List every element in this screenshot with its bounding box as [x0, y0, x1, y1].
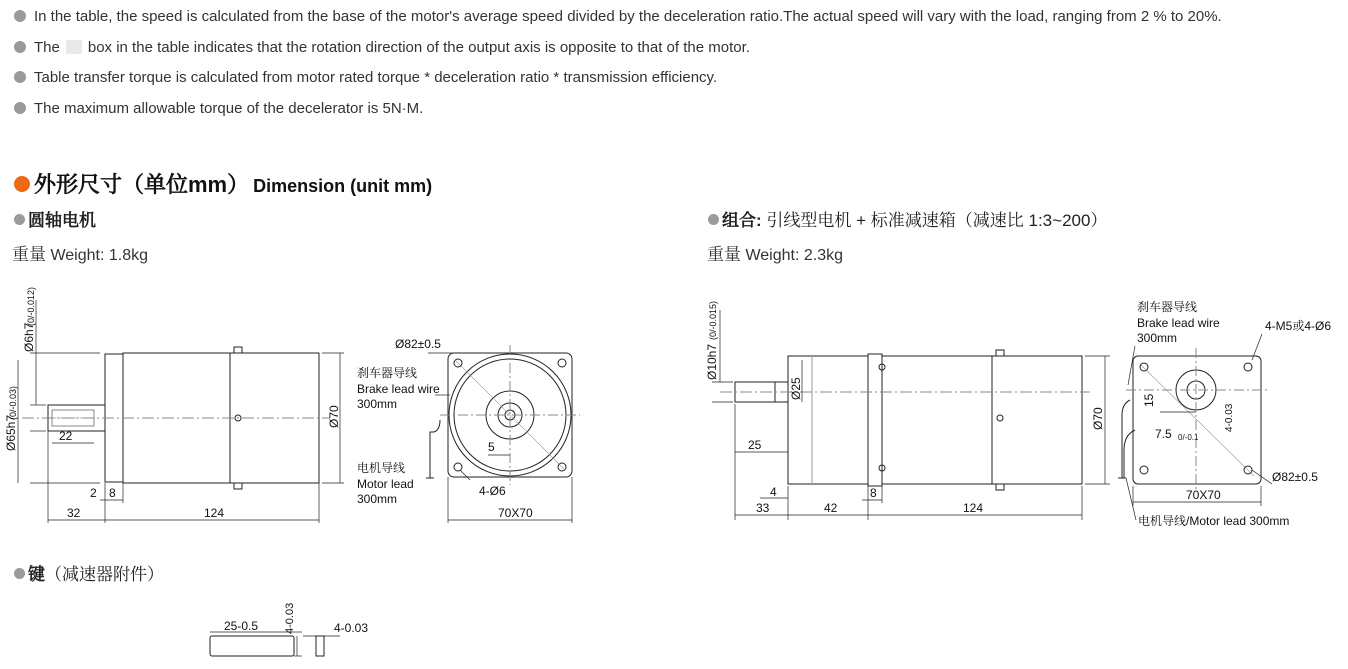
combo-dimension-labels	[705, 299, 1331, 528]
key-height: 4-0.03	[284, 602, 296, 634]
dim-70-dia-2: Ø70	[1091, 407, 1105, 430]
round-shaft-title: 圆轴电机	[14, 206, 96, 231]
dim-shaft-dia-2: Ø10h7	[705, 343, 719, 380]
dim-2: 2	[90, 486, 97, 500]
dim-8-2: 8	[870, 486, 877, 500]
key-width: 4-0.03	[334, 621, 369, 635]
note-torque: Table transfer torque is calculated from motor rated torque * deceleration ratio * transmission efficiency.	[14, 69, 717, 87]
dim-4-tol: 4-0.03	[1224, 403, 1235, 432]
dim-shaft-tol-2: (0/-0.015)	[708, 300, 718, 340]
dim-square: 70X70	[498, 506, 533, 520]
dim-124-2: 124	[963, 501, 984, 515]
key-drawing	[210, 632, 340, 656]
key-dimension-labels	[224, 603, 368, 635]
dim-holes: 4-Ø6	[479, 484, 506, 498]
dim-square-2: 70X70	[1186, 488, 1221, 502]
note-direction: The box in the table indicates that the rotation direction of the output axis is opposite to that of the motor.	[14, 39, 750, 57]
dim-pcd-2: Ø82±0.5	[1272, 470, 1318, 484]
key-title: 键（减速器附件）	[14, 560, 164, 585]
brake-wire-cn: 刹车器导线	[357, 366, 418, 380]
round-shaft-motor-side-view	[18, 300, 344, 523]
motor-lead-label-2: 电机导线/Motor lead 300mm	[1138, 514, 1290, 528]
dim-key-length: 22	[59, 429, 73, 443]
motor-lead-en: Motor lead	[357, 477, 414, 491]
dim-7-5: 7.5	[1155, 427, 1172, 441]
motor-lead-length: 300mm	[357, 492, 398, 506]
key-length: 25-0.5	[224, 619, 259, 633]
brake-wire-length-2: 300mm	[1137, 331, 1178, 345]
dim-33: 33	[756, 501, 770, 515]
dim-124: 124	[204, 506, 225, 520]
combo-title: 组合: 引线型电机 + 标准减速箱（减速比 1:3~200）	[708, 206, 1107, 231]
motor-lead-cn: 电机导线	[357, 461, 406, 475]
dim-70-dia: Ø70	[327, 405, 341, 428]
combo-weight: 重量 Weight: 2.3kg	[707, 245, 843, 264]
round-shaft-weight: 重量 Weight: 1.8kg	[12, 245, 148, 264]
brake-wire-en-2: Brake lead wire	[1137, 316, 1220, 330]
dim-pcd: Ø82±0.5	[395, 337, 441, 351]
dim-15: 15	[1142, 393, 1156, 407]
brake-wire-cn-2: 刹车器导线	[1137, 300, 1198, 314]
dim-body-dia: Ø65h7	[4, 414, 18, 451]
brake-wire-en: Brake lead wire	[357, 382, 440, 396]
dim-4: 4	[770, 485, 777, 499]
dim-shaft-dia: Ø6h7	[22, 322, 36, 352]
dim-25-dia: Ø25	[789, 377, 803, 400]
note-max-torque: The maximum allowable torque of the decelerator is 5N·M.	[14, 100, 423, 118]
dim-32: 32	[67, 506, 81, 520]
dim-7-5-tol: 0/-0.1	[1178, 433, 1199, 442]
dim-shaft-tol: (0/-0.012)	[26, 286, 36, 326]
dim-holes-2: 4-M5或4-Ø6	[1265, 319, 1332, 333]
dim-body-tol: (0/-0.03)	[8, 385, 18, 420]
section-title: 外形尺寸（单位mm） Dimension (unit mm)	[14, 168, 432, 199]
brake-wire-length: 300mm	[357, 397, 398, 411]
dim-5: 5	[488, 440, 495, 454]
note-speed: In the table, the speed is calculated from the base of the motor's average speed divided by the deceleration ratio.The actual speed will vary with the load, ranging from 2 % to 20%.	[14, 8, 1222, 26]
dim-25: 25	[748, 438, 762, 452]
dim-42: 42	[824, 501, 838, 515]
dim-8: 8	[109, 486, 116, 500]
round-shaft-dimension-labels	[4, 287, 533, 520]
